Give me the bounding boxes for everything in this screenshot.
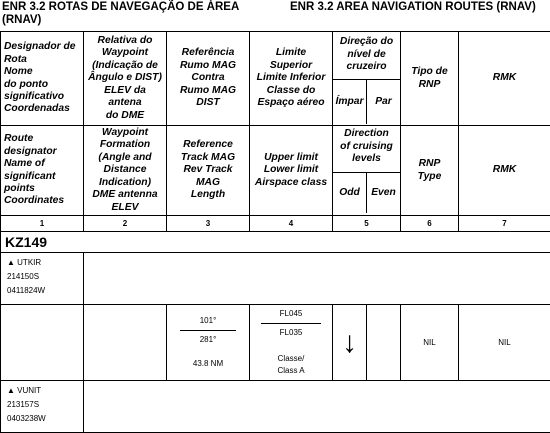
header-en-col3: Reference Track MAG Rev Track MAG Length [167,126,250,216]
waypoint-triangle-icon: ▲ [7,258,15,267]
column-number: 2 [84,216,167,232]
airspace-class-en: Class A [250,365,332,377]
segment-track-cell [167,305,250,381]
column-number: 7 [459,216,550,232]
column-number: 1 [1,216,84,232]
column-number: 3 [167,216,250,232]
route-row [1,232,550,253]
rev-track-mag: 281° [180,331,236,346]
header-pt-col4: Limite Superior Limite Inferior Classe do Espaço aéreo [250,32,333,126]
header-pt-odd: Ímpar [333,80,367,124]
header-en-col2: Waypoint Formation (Angle and Distance Indication) DME antenna ELEV [84,126,167,216]
rmk: NIL [459,305,550,381]
header-en-col4: Upper limit Lower limit Airspace class [250,126,333,216]
enr-table [0,31,550,433]
point-cell [1,381,84,433]
header-row-pt [1,32,550,126]
route-designator: KZ149 [1,232,550,253]
header-en-col5: Direction of cruising levels Odd Even [333,126,401,216]
header-pt-even: Par [367,80,400,124]
header-en-col6: RNP Type [401,126,459,216]
point-name: UTKIR [17,258,41,267]
column-number: 6 [401,216,459,232]
point-row [1,253,550,305]
track-mag: 101° [180,315,236,331]
column-number: 5 [333,216,401,232]
point-filler [84,253,550,305]
header-pt-col7: RMK [459,32,550,126]
segment-empty-col1 [1,305,84,381]
header-en-even: Even [367,173,400,213]
segment-limits-cell [250,305,333,381]
segment-even-cell [367,305,401,381]
point-lat: 213157S [7,398,83,412]
point-lon: 0411824W [7,284,83,298]
title-pt: ENR 3.2 ROTAS DE NAVEGAÇÃO DE ÁREA (RNAV) [2,1,277,27]
point-lon: 0403238W [7,412,83,426]
point-filler [84,381,550,433]
title-en: ENR 3.2 AREA NAVIGATION ROUTES (RNAV) [290,1,536,14]
header-row-en [1,126,550,216]
point-row [1,381,550,433]
point-lat: 214150S [7,270,83,284]
header-pt-col3: Referência Rumo MAG Contra Rumo MAG DIST [167,32,250,126]
lower-limit: FL035 [261,324,321,339]
waypoint-triangle-icon: ▲ [7,386,15,395]
segment-empty-col2 [84,305,167,381]
header-pt-col1: Designador de Rota Nome do ponto significativo Coordenadas [1,32,84,126]
down-arrow-icon: ↓ [333,305,367,381]
header-en-odd: Odd [333,173,367,213]
segment-row [1,305,550,381]
column-number-row [1,216,550,232]
rnp-type: NIL [401,305,459,381]
header-pt-col5: Direção do nível de cruzeiro Ímpar Par [333,32,401,126]
point-name: VUNIT [17,386,41,395]
header-en-col7: RMK [459,126,550,216]
point-cell [1,253,84,305]
segment-length: 43.8 NM [167,358,249,370]
header-en-col1: Route designator Name of significant points Coordinates [1,126,84,216]
column-number: 4 [250,216,333,232]
airspace-class-pt: Classe/ [250,353,332,365]
header-pt-col2: Relativa do Waypoint (Indicação de Ângulo e DIST) ELEV da antena do DME [84,32,167,126]
upper-limit: FL045 [261,308,321,324]
header-pt-col6: Tipo de RNP [401,32,459,126]
